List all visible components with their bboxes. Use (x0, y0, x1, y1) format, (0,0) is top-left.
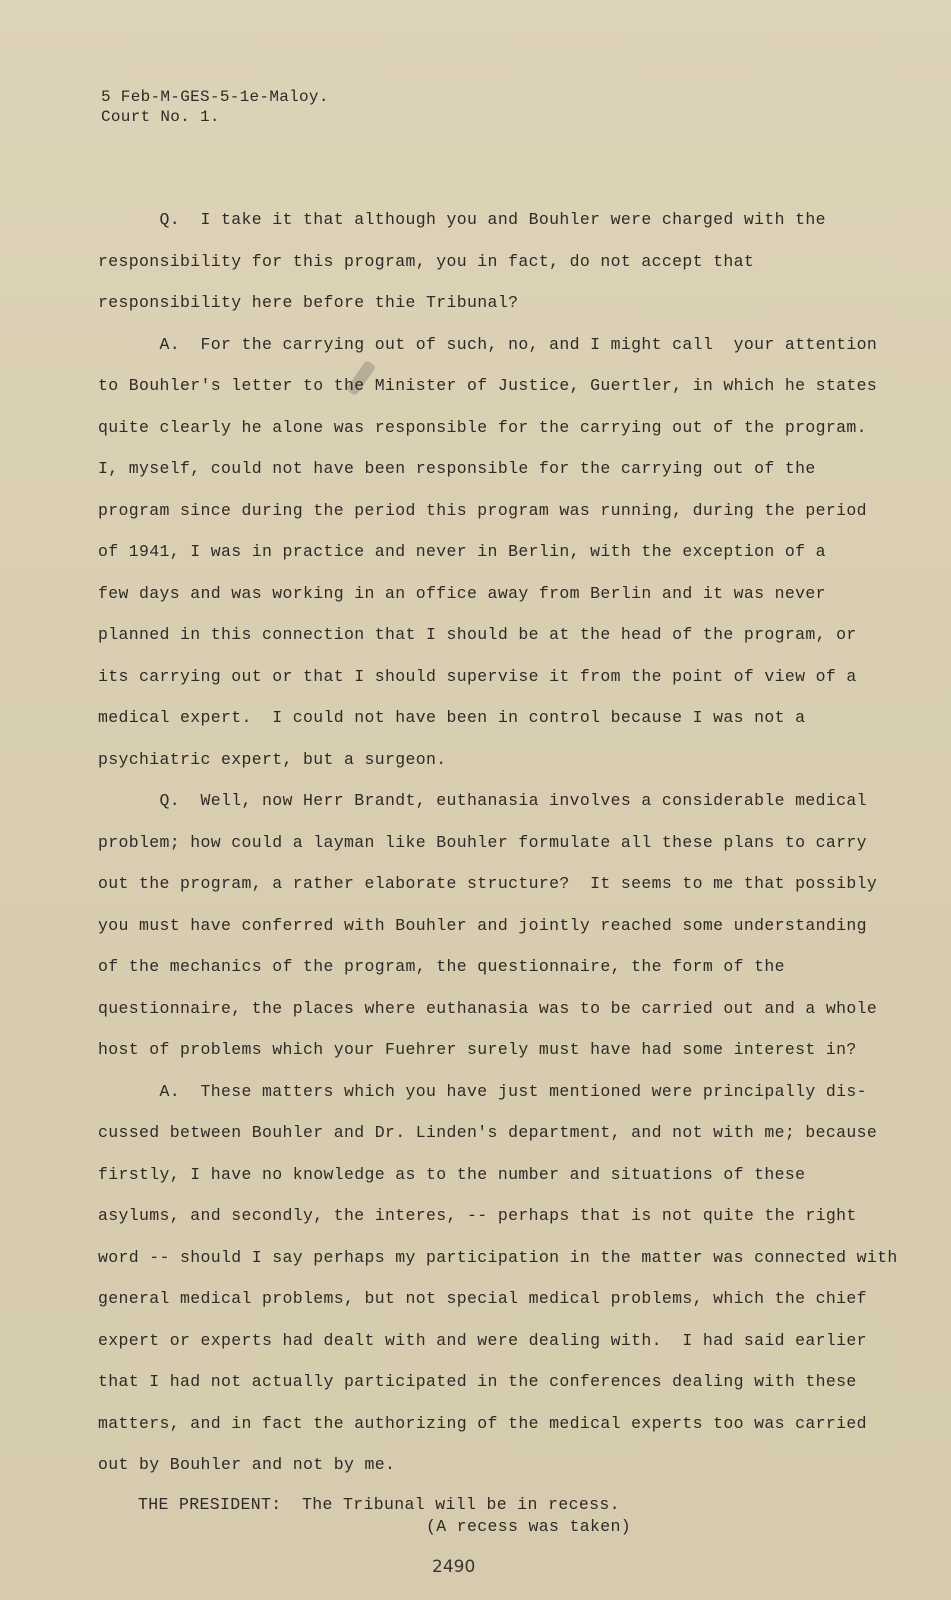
transcript-line: problem; how could a layman like Bouhler formulate all these plans to carry (98, 832, 867, 852)
transcript-line: matters, and in fact the authorizing of the medical experts too was carried (98, 1413, 867, 1433)
transcript-line: A. For the carrying out of such, no, and I might call your attention (98, 334, 878, 354)
transcript-line: Q. I take it that although you and Bouhler were charged with the (98, 210, 826, 229)
transcript-line: host of problems which your Fuehrer surely must have had some interest in? (98, 1040, 857, 1059)
transcript-line: out the program, a rather elaborate structure? It seems to me that possibly (98, 874, 878, 893)
header-court: Court No. 1. (101, 108, 220, 126)
president-statement: THE PRESIDENT: The Tribunal will be in recess. (138, 1495, 620, 1514)
transcript-line: of 1941, I was in practice and never in Berlin, with the exception of a (98, 542, 826, 561)
transcript-line: its carrying out or that I should supervise it from the point of view of a (98, 666, 857, 686)
transcript-line: Q. Well, now Herr Brandt, euthanasia involves a considerable medical (98, 791, 867, 810)
transcript-line: that I had not actually participated in the conferences dealing with these (98, 1372, 857, 1391)
transcript-line: I, myself, could not have been responsible for the carrying out of the (98, 459, 816, 478)
transcript-line: cussed between Bouhler and Dr. Linden's department, and not with me; because (98, 1123, 878, 1142)
transcript-line: expert or experts had dealt with and were dealing with. I had said earlier (98, 1330, 867, 1350)
transcript-line: you must have conferred with Bouhler and jointly reached some understanding (98, 915, 867, 935)
transcript-line: to Bouhler's letter to the Minister of Justice, Guertler, in which he states (98, 376, 878, 395)
transcript-line: questionnaire, the places where euthanasia was to be carried out and a whole (98, 998, 878, 1018)
transcript-line: psychiatric expert, but a surgeon. (98, 749, 447, 769)
transcript-line: responsibility here before thie Tribunal? (98, 293, 519, 312)
transcript-line: quite clearly he alone was responsible for the carrying out of the program. (98, 417, 867, 437)
transcript-line: medical expert. I could not have been in control because I was not a (98, 708, 806, 727)
transcript-line: program since during the period this program was running, during the period (98, 500, 867, 520)
transcript-line: general medical problems, but not special medical problems, which the chief (98, 1289, 867, 1308)
transcript-line: word -- should I say perhaps my participation in the matter was connected with (98, 1247, 898, 1267)
document-header (101, 87, 329, 127)
transcript-line: few days and was working in an office away from Berlin and it was never (98, 583, 826, 603)
closing-block (138, 1494, 631, 1538)
transcript-line: A. These matters which you have just mentioned were principally dis- (98, 1081, 867, 1101)
header-reference: 5 Feb-M-GES-5-1e-Maloy. (101, 88, 329, 106)
transcript-line: firstly, I have no knowledge as to the number and situations of these (98, 1164, 806, 1184)
recess-note: (A recess was taken) (426, 1517, 632, 1536)
page-number: 2490 (432, 1557, 476, 1577)
transcript-body (98, 199, 898, 1486)
transcript-line: out by Bouhler and not by me. (98, 1455, 396, 1474)
transcript-line: asylums, and secondly, the interes, -- perhaps that is not quite the right (98, 1206, 857, 1225)
transcript-line: of the mechanics of the program, the questionnaire, the form of the (98, 957, 785, 976)
transcript-line: responsibility for this program, you in fact, do not accept that (98, 251, 755, 271)
transcript-line: planned in this connection that I should be at the head of the program, or (98, 625, 857, 644)
